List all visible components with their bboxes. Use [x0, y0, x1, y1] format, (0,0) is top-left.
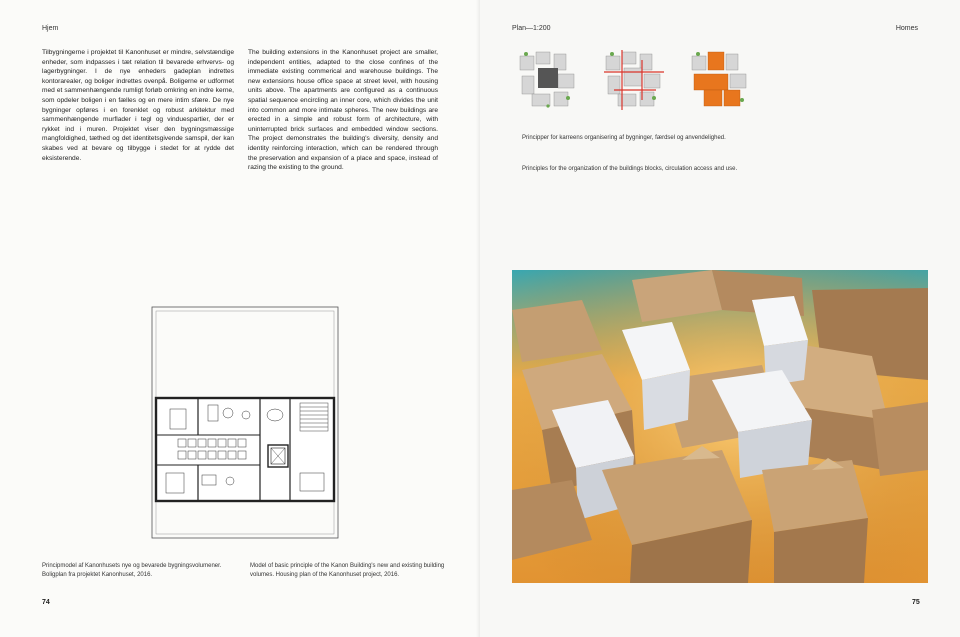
caption-english-left: Model of basic principle of the Kanon Building's new and existing building volumes. Housing plan of the Kanonhuset project, 2016.	[250, 563, 445, 578]
running-head-left: Hjem	[42, 25, 59, 32]
model-photograph	[512, 270, 928, 583]
floor-plan-drawing	[150, 305, 340, 540]
diagram-circulation	[604, 50, 664, 110]
cardboard-model-image	[512, 270, 928, 583]
caption-danish-left: Principmodel af Kanonhusets nye og bevarede bygningsvolumener. Boligplan fra projektet Kanonhuset, 2016.	[42, 563, 222, 578]
diagram-buildings	[518, 50, 578, 110]
running-head-right: Homes	[895, 25, 918, 32]
page-number-left: 74	[42, 599, 50, 606]
caption-danish-right: Principper for karreens organisering af bygninger, færdsel og anvendelighed.	[522, 135, 726, 141]
body-text-danish: Tilbygningerne i projektet til Kanonhuset er mindre, selvstændige enheder, som indpasses i tæt relation til bevarede erhvervs- og lagerbygninger. I de nye enheders gadeplan indrettes kontorarealer, og boliger indrettes ovenpå. Boligerne er udformet med et sammenhængende rumligt forløb omkring en indre kerne, som opdeler boligen i en fælles og en mere intim sfære. De nye bygninger opføres i en forenklet og robust arkitektur med sammenhængende murflader i tegl og vinduespartier, der er rykket ind i muren. Projektet viser den bygningsmæssige mangfoldighed, tæthed og det identitetsgivende samspil, der kan skabes ved at bevare og tilbygge i stedet for at rydde det eksisterende.	[42, 49, 234, 162]
page-number-right: 75	[912, 599, 920, 606]
body-text-english: The building extensions in the Kanonhuset project are smaller, independent entities, adapted to the close confines of the immediate existing commerical and warehouse buildings. The new extensions house office space at street level, with housing units above. The apartments are configured as a continuous spatial sequence encircling an inner core, which divides the unit into common and more intimate spheres. The new buildings are erected in a simple and robust form of architecture, with uninterrupted brick surfaces and embedded window sections. The project demonstrates the building's diversity, density and identity reinforcing interaction, which can be rendered through the preservation and expansion of a place and space, instead of razing the existing to the ground.	[248, 49, 438, 172]
running-head-plan-scale: Plan—1:200	[512, 25, 551, 32]
diagram-use	[690, 50, 750, 110]
caption-english-right: Principles for the organization of the buildings blocks, circulation access and use.	[522, 166, 738, 172]
housing-floor-plan	[150, 305, 340, 540]
